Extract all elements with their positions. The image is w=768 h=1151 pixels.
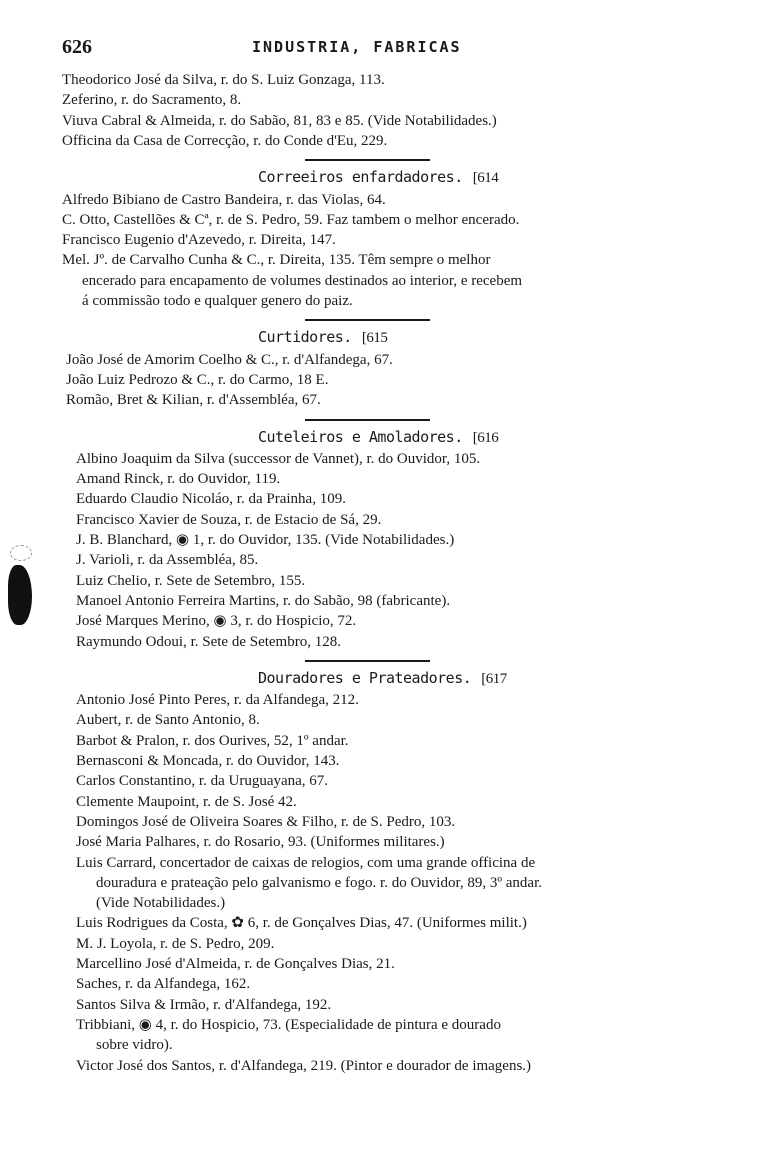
directory-entry: Santos Silva & Irmão, r. d'Alfandega, 192. [76,996,332,1013]
page-number: 626 [62,36,92,58]
section-heading [258,427,498,448]
directory-entry: C. Otto, Castellões & Cª, r. de S. Pedro, 59. Faz tambem o melhor encerado. [62,211,520,228]
entry-continuation: sobre vidro). [96,1037,173,1054]
directory-entry: J. B. Blanchard, ◉ 1, r. do Ouvidor, 135. (Vide Notabilidades.) [76,532,455,548]
directory-entry: Aubert, r. de Santo Antonio, 8. [76,712,260,729]
directory-entry: Clemente Maupoint, r. de S. José 42. [76,793,297,810]
intro-entry: Theodorico José da Silva, r. do S. Luiz Gonzaga, 113. [62,72,385,88]
section-heading [258,167,498,188]
section-rule [305,660,430,662]
entry-continuation: douradura e prateação pelo galvanismo e fogo. r. do Ouvidor, 89, 3º andar. [96,874,542,891]
directory-entry: José Marques Merino, ◉ 3, r. do Hospicio, 72. [76,613,357,630]
directory-entry: Eduardo Claudio Nicoláo, r. da Prainha, 109. [76,491,346,508]
directory-entry: Luis Rodrigues da Costa, ✿ 6, r. de Gonçalves Dias, 47. (Uniformes milit.) [76,915,527,932]
directory-entry: José Maria Palhares, r. do Rosario, 93. (Uniformes militares.) [76,834,445,851]
section-title: Douradores e Prateadores. [258,668,472,687]
section-rule [305,319,430,321]
section-code: [614 [472,170,499,187]
directory-entry: Tribbiani, ◉ 4, r. do Hospicio, 73. (Especialidade de pintura e dourado [76,1016,501,1033]
directory-entry: Manoel Antonio Ferreira Martins, r. do Sabão, 98 (fabricante). [76,592,451,609]
directory-entry: Luiz Chelio, r. Sete de Setembro, 155. [76,572,306,589]
intro-entry: Officina da Casa de Correcção, r. do Conde d'Eu, 229. [62,132,388,149]
section-title: Cuteleiros e Amoladores. [258,427,463,446]
entry-continuation: (Vide Notabilidades.) [96,895,226,912]
section-code: [615 [361,330,388,347]
directory-entry: Marcellino José d'Almeida, r. de Gonçalves Dias, 21. [76,956,395,972]
intro-entry: Zeferino, r. do Sacramento, 8. [62,92,242,109]
directory-entry: Francisco Eugenio d'Azevedo, r. Direita, 147. [62,232,336,249]
directory-entry: Raymundo Odoui, r. Sete de Setembro, 128. [76,633,341,650]
directory-entry: João José de Amorim Coelho & C., r. d'Alfandega, 67. [66,351,393,368]
directory-entry: Amand Rinck, r. do Ouvidor, 119. [76,471,281,488]
section-heading [258,668,507,689]
directory-entry: Barbot & Pralon, r. dos Ourives, 52, 1º andar. [76,732,349,749]
entry-continuation: encerado para encapamento de volumes destinados ao interior, e recebem [82,272,523,289]
section-heading [258,327,387,348]
directory-entry: Carlos Constantino, r. da Uruguayana, 67. [76,773,329,790]
page-header [62,36,722,60]
directory-entry: Albino Joaquim da Silva (successor de Vannet), r. do Ouvidor, 105. [76,450,481,467]
directory-entry: João Luiz Pedrozo & C., r. do Carmo, 18 E. [66,371,329,388]
directory-entry: Francisco Xavier de Souza, r. de Estacio de Sá, 29. [76,511,382,528]
directory-entry: J. Varioli, r. da Assembléa, 85. [76,552,259,569]
directory-entry: Saches, r. da Alfandega, 162. [76,976,251,993]
directory-entry: Domingos José de Oliveira Soares & Filho, r. de S. Pedro, 103. [76,813,456,830]
running-title: INDUSTRIA, FABRICAS [252,38,462,56]
section-rule [305,419,430,421]
directory-entry: Bernasconi & Moncada, r. do Ouvidor, 143. [76,753,340,769]
directory-entry: Romão, Bret & Kilian, r. d'Assembléa, 67. [66,392,321,409]
directory-entry: Alfredo Bibiano de Castro Bandeira, r. das Violas, 64. [62,191,386,208]
margin-mark [10,545,32,561]
ink-blot [8,565,32,625]
section-title: Correeiros enfardadores. [258,168,463,187]
directory-entry: Luis Carrard, concertador de caixas de relogios, com uma grande officina de [76,854,536,871]
directory-entry: M. J. Loyola, r. de S. Pedro, 209. [76,935,275,952]
section-code: [616 [472,429,499,446]
intro-entry: Viuva Cabral & Almeida, r. do Sabão, 81, 83 e 85. (Vide Notabilidades.) [62,112,497,129]
section-rule [305,159,430,161]
section-code: [617 [481,670,507,687]
directory-entry: Mel. Jº. de Carvalho Cunha & C., r. Direita, 135. Têm sempre o melhor [62,252,491,269]
section-title: Curtidores. [258,328,352,347]
directory-entry: Antonio José Pinto Peres, r. da Alfandega, 212. [76,692,359,709]
directory-entry: Victor José dos Santos, r. d'Alfandega, 219. (Pintor e dourador de imagens.) [76,1057,532,1074]
entry-continuation: á commissão todo e qualquer genero do paiz. [82,293,353,309]
